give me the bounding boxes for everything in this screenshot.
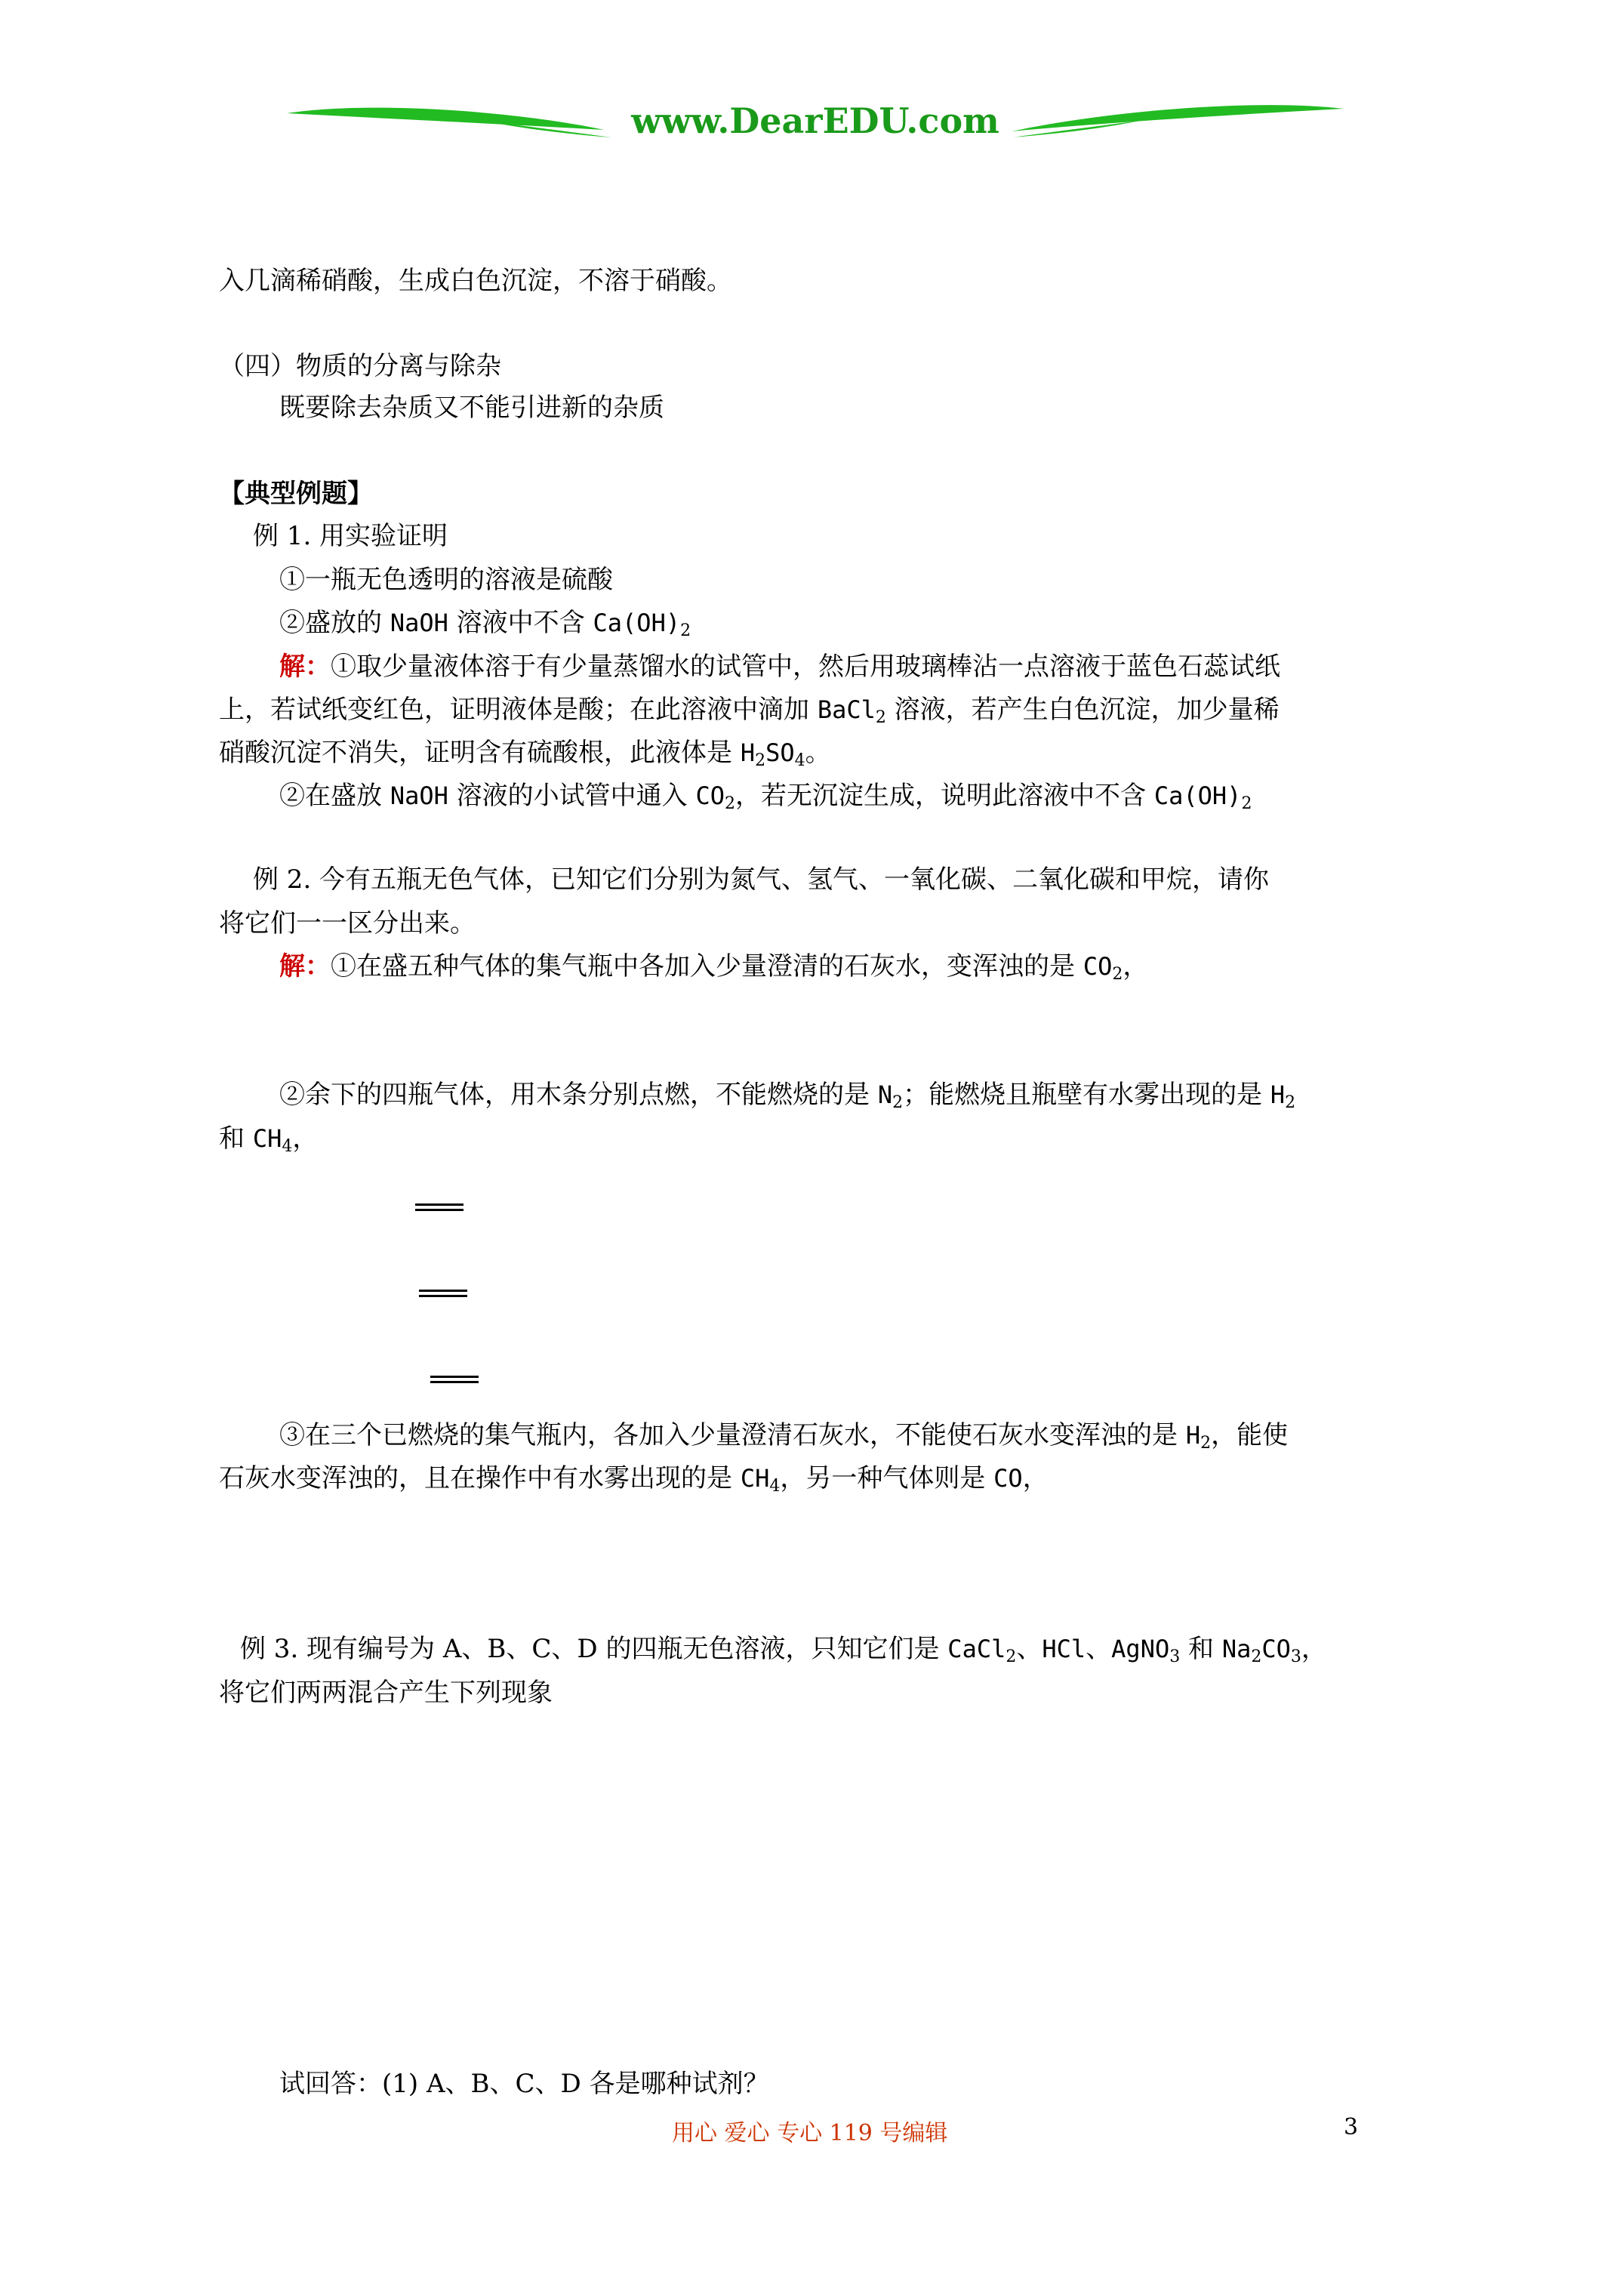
section-heading: （四）物质的分离与除杂 [219, 351, 501, 381]
equation-arrow [415, 1203, 463, 1211]
text-line: ②余下的四瓶气体，用木条分别点燃，不能燃烧的是 $N_2$；能燃烧且瓶壁有水雾出现的是 $H_2$ [279, 1080, 1296, 1112]
text-line: 将它们两两混合产生下列现象 [219, 1678, 553, 1708]
text-line: 硝酸沉淀不消失，证明含有硫酸根，此液体是 $H_2SO_4$。 [219, 738, 831, 770]
example-title: 例 1. 用实验证明 [253, 521, 448, 551]
equation-arrow [430, 1376, 479, 1383]
answer-label: 解： [279, 951, 331, 982]
page-number: 3 [1344, 2114, 1359, 2140]
left-swoosh [287, 108, 604, 130]
equation-arrow [419, 1290, 467, 1297]
site-banner [287, 91, 1344, 151]
right-swoosh [1012, 105, 1344, 131]
text-line: 入几滴稀硝酸，生成白色沉淀，不溶于硝酸。 [219, 266, 732, 296]
site-url: www.DearEDU.com [631, 100, 999, 141]
text-line: ②盛放的 NaOH 溶液中不含 $Ca(OH)_2$ [279, 608, 691, 640]
text-line: 既要除去杂质又不能引进新的杂质 [279, 393, 664, 423]
text-line: 将它们一一区分出来。 [219, 908, 476, 938]
text-line: 石灰水变浑浊的，且在操作中有水雾出现的是 $CH_4$，另一种气体则是 CO， [219, 1463, 1049, 1496]
answer-label: 解： [279, 652, 331, 682]
text-line: 和 $CH_4$， [219, 1123, 319, 1156]
text-line: ③在三个已燃烧的集气瓶内，各加入少量澄清石灰水，不能使石灰水变浑浊的是 $H_2$，能使 [279, 1420, 1289, 1453]
footer-text: 用心 爱心 专心 119 号编辑 [672, 2120, 948, 2147]
text-line: ①一瓶无色透明的溶液是硫酸 [279, 565, 613, 595]
text-line: ②在盛放 NaOH 溶液的小试管中通入 $CO_2$，若无沉淀生成，说明此溶液中不含 $Ca(OH)_2$ [279, 781, 1252, 813]
text-line: 上，若试纸变红色，证明液体是酸；在此溶液中滴加 BaCl$_2$ 溶液，若产生白色沉淀，加少量稀 [219, 695, 1280, 727]
question-line: 试回答：(1) A、B、C、D 各是哪种试剂？ [279, 2069, 769, 2099]
section-heading: 【典型例题】 [219, 479, 373, 509]
example-title: 例 2. 今有五瓶无色气体，已知它们分别为氮气、氢气、一氧化碳、二氧化碳和甲烷，请你 [253, 864, 1270, 895]
text-line: 解：①取少量液体溶于有少量蒸馏水的试管中，然后用玻璃棒沾一点溶液于蓝色石蕊试纸 [279, 652, 1280, 682]
example-title: 例 3. 现有编号为 A、B、C、D 的四瓶无色溶液，只知它们是 CaCl$_2$、HCl、AgNO$_3$ 和 $Na_2CO_3$， [240, 1634, 1327, 1666]
text-line: 解：①在盛五种气体的集气瓶中各加入少量澄清的石灰水，变浑浊的是 $CO_2$， [279, 951, 1149, 984]
